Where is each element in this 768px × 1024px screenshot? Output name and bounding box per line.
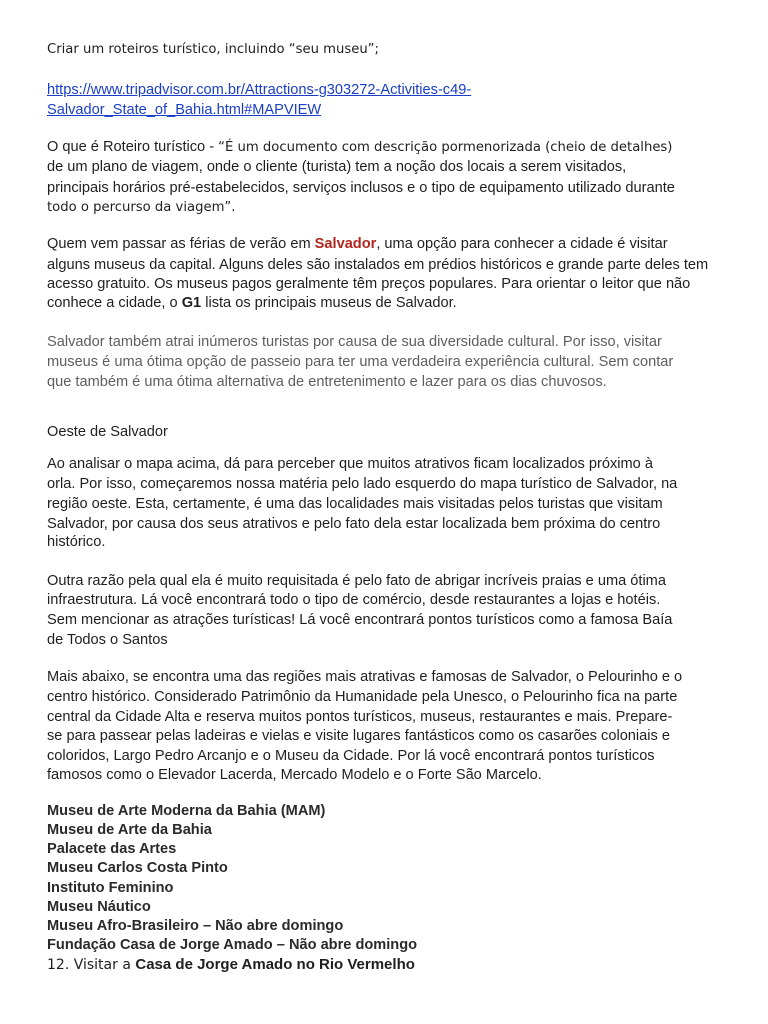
g1-label: G1	[181, 295, 202, 311]
ferias-line-2: alguns museus da capital. Alguns deles são instalados em prédios históricos e grande parte deles tem	[47, 257, 709, 273]
cultural-line-2: museus é uma ótima opção de passeio para ter uma verdadeira experiência cultural. Sem contar	[47, 354, 674, 370]
paragraph-line: coloridos, Largo Pedro Arcanjo e o Museu da Cidade. Por lá você encontrará pontos turísticos	[47, 748, 655, 764]
ferias-line-1	[47, 234, 668, 254]
paragraph-line: região oeste. Esta, certamente, é uma das localidades mais visitadas pelos turistas que visitam	[47, 496, 663, 512]
roteiro-line-3: principais horários pré-estabelecidos, serviços inclusos e o tipo de equipamento utilizado durante	[47, 180, 675, 196]
ferias-text-c: conhece a cidade, o	[47, 295, 182, 311]
ferias-text-a: Quem vem passar as férias de verão em	[47, 236, 315, 252]
cultural-line-1: Salvador também atrai inúmeros turistas por causa de sua diversidade cultural. Por isso, visitar	[47, 334, 662, 350]
museum-item: Fundação Casa de Jorge Amado – Não abre domingo	[47, 937, 418, 953]
ferias-line-3: acesso gratuito. Os museus pagos geralmente têm preços populares. Para orientar o leitor que não	[47, 276, 691, 292]
salvador-highlight: Salvador	[314, 236, 377, 252]
paragraph-line: centro histórico. Considerado Patrimônio da Humanidade pela Unesco, o Pelourinho fica na parte	[47, 689, 678, 705]
museum-item: Museu Afro-Brasileiro – Não abre domingo	[47, 918, 344, 934]
final-place: Casa de Jorge Amado no Rio Vermelho	[135, 956, 415, 973]
final-line	[47, 955, 415, 975]
paragraph-line: Ao analisar o mapa acima, dá para perceber que muitos atrativos ficam localizados próximo à	[47, 456, 653, 472]
paragraph-line: de Todos o Santos	[47, 632, 168, 648]
museum-item: Museu de Arte da Bahia	[47, 822, 212, 838]
museum-item: Museu de Arte Moderna da Bahia (MAM)	[47, 803, 326, 819]
ferias-text-b: , uma opção para conhecer a cidade é visitar	[376, 236, 668, 252]
paragraph-line: Salvador, por causa dos seus atrativos e pelo fato dela estar localizada bem próxima do centro	[47, 516, 661, 532]
paragraph-line: orla. Por isso, começaremos nossa matéria pelo lado esquerdo do mapa turístico de Salvador, na	[47, 476, 678, 492]
paragraph-line: infraestrutura. Lá você encontrará todo o tipo de comércio, desde restaurantes a lojas e hotéis.	[47, 592, 661, 608]
tripadvisor-link-line-2[interactable]: Salvador_State_of_Bahia.html#MAPVIEW	[47, 102, 322, 118]
paragraph-line: famosos como o Elevador Lacerda, Mercado Modelo e o Forte São Marcelo.	[47, 767, 542, 783]
paragraph-line: Outra razão pela qual ela é muito requisitada é pelo fato de abrigar incríveis praias e uma ótima	[47, 573, 666, 589]
museum-item: Museu Náutico	[47, 899, 151, 915]
final-prefix: 12. Visitar a	[47, 957, 136, 973]
ferias-line-4	[47, 293, 457, 313]
cultural-line-3: que também é uma ótima alternativa de entretenimento e lazer para os dias chuvosos.	[47, 374, 607, 390]
museum-item: Instituto Feminino	[47, 880, 174, 896]
roteiro-quote-start: “É um documento com descrição pormenorizada (cheio de detalhes)	[218, 140, 673, 155]
museum-item: Palacete das Artes	[47, 841, 177, 857]
roteiro-line-1	[47, 137, 672, 158]
paragraph-line: se para passear pelas ladeiras e vielas e visite lugares fantásticos como os casarões coloniais e	[47, 728, 670, 744]
paragraph-line: Sem mencionar as atrações turísticas! Lá você encontrará pontos turísticos como a famosa Baía	[47, 612, 673, 628]
paragraph-line: central da Cidade Alta e reserva muitos pontos turísticos, museus, restaurantes e mais. Prepare-	[47, 709, 673, 725]
section-heading: Oeste de Salvador	[47, 424, 168, 440]
museum-item: Museu Carlos Costa Pinto	[47, 860, 228, 876]
roteiro-question: O que é Roteiro turístico -	[47, 139, 219, 155]
tripadvisor-link-line-1[interactable]: https://www.tripadvisor.com.br/Attractions-g303272-Activities-c49-	[47, 82, 472, 98]
paragraph-line: Mais abaixo, se encontra uma das regiões mais atrativas e famosas de Salvador, o Pelourinho e o	[47, 669, 683, 685]
intro-line: Criar um roteiros turístico, incluindo “seu museu”;	[47, 42, 379, 57]
roteiro-line-4: todo o percurso da viagem”.	[47, 200, 236, 215]
ferias-text-d: lista os principais museus de Salvador.	[201, 295, 457, 311]
paragraph-line: histórico.	[47, 534, 106, 550]
roteiro-line-2: de um plano de viagem, onde o cliente (turista) tem a noção dos locais a serem visitados,	[47, 159, 627, 175]
